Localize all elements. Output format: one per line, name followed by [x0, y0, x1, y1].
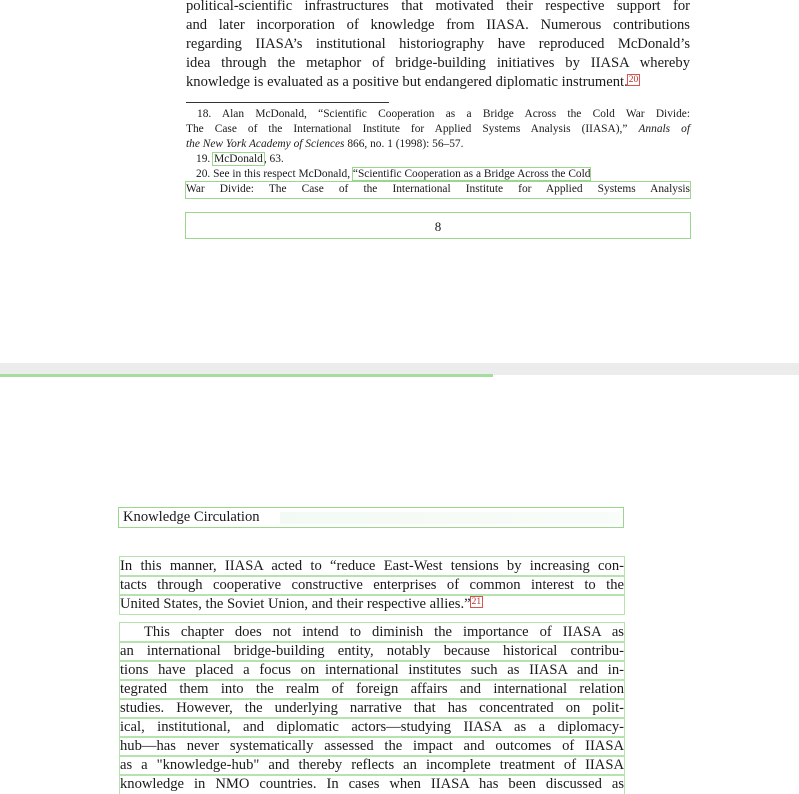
page-number-box — [185, 212, 691, 239]
footnote-18-line — [186, 122, 690, 138]
footnote-rule — [186, 102, 389, 103]
para2-line: This chapter does not intend to diminish the importance of IIASA as — [120, 623, 624, 642]
para2-line: studies. However, the underlying narrative that has concentrated on polit- — [120, 700, 624, 716]
footnote-text: The Case of the International Institute for Applied Systems Analysis (IIASA),” — [186, 123, 639, 135]
body-line: regarding IIASA’s institutional historiography have reproduced McDonald’s — [186, 36, 690, 52]
citation-link[interactable]: War Divide: The Case of the International Institute for Applied Systems Analysis — [186, 182, 690, 198]
body-line: and later incorporation of knowledge from IIASA. Numerous contributions — [186, 17, 690, 33]
body-line-text: knowledge is evaluated as a positive but endangered diplomatic instrument. — [186, 74, 628, 90]
footnote-18-line — [186, 137, 463, 153]
running-header: Knowledge Circulation — [123, 509, 260, 525]
body-line: idea through the metaphor of bridge-building initiatives by IIASA whereby — [186, 55, 690, 71]
para2-line: an international bridge-building entity, notably because historical contribu- — [120, 643, 624, 659]
footnote-text: 20. See in this respect McDonald, — [196, 168, 353, 180]
footnote-number: 19. — [196, 153, 214, 165]
citation-link[interactable]: “Scientific Cooperation as a Bridge Across the Cold — [352, 168, 591, 180]
page-number: 8 — [434, 219, 442, 234]
footnote-ref-link[interactable]: 20 — [628, 75, 639, 85]
journal-title: the New York Academy of Sciences — [186, 138, 345, 150]
citation-link[interactable]: McDonald — [214, 153, 263, 165]
footnote-18-line: 18. Alan McDonald, “Scientific Cooperation as a Bridge Across the Cold War Divide: — [197, 108, 690, 120]
footnote-19 — [196, 152, 284, 168]
para2-line: as a "knowledge-hub" and thereby reflects an incomplete treatment of IIASA — [120, 757, 624, 773]
para1-line — [120, 595, 624, 614]
para2-line: ical, institutional, and diplomatic actors—studying IIASA as a diplomacy- — [120, 719, 624, 735]
para1-line: tacts through cooperative constructive enterprises of common interest to the — [120, 577, 624, 593]
running-header-box — [118, 507, 624, 528]
para1-line: In this manner, IIASA acted to “reduce East-West tensions by increasing con- — [120, 558, 624, 574]
body-line: political-scientific infrastructures that motivated their respective support for — [186, 0, 690, 14]
footnote-text: , 63. — [263, 153, 284, 165]
para2-line: hub—has never systematically assessed the impact and outcomes of IIASA — [120, 738, 624, 754]
para1-line-text: United States, the Soviet Union, and their respective allies.” — [120, 596, 471, 612]
para2-line: tions have placed a focus on international institutes such as IIASA and in- — [120, 662, 624, 678]
scroll-progress-bar — [0, 374, 493, 377]
para2-line: knowledge in NMO countries. In cases when IIASA has been discussed as — [120, 776, 624, 792]
footnote-20-line — [196, 167, 690, 183]
footnote-ref-link[interactable]: 21 — [471, 597, 482, 607]
journal-title: Annals of — [638, 123, 690, 135]
para2-line: tegrated them into the realm of foreign affairs and international relation — [120, 681, 624, 697]
footnote-text: 866, no. 1 (1998): 56–57. — [344, 138, 464, 150]
body-line — [186, 73, 639, 92]
